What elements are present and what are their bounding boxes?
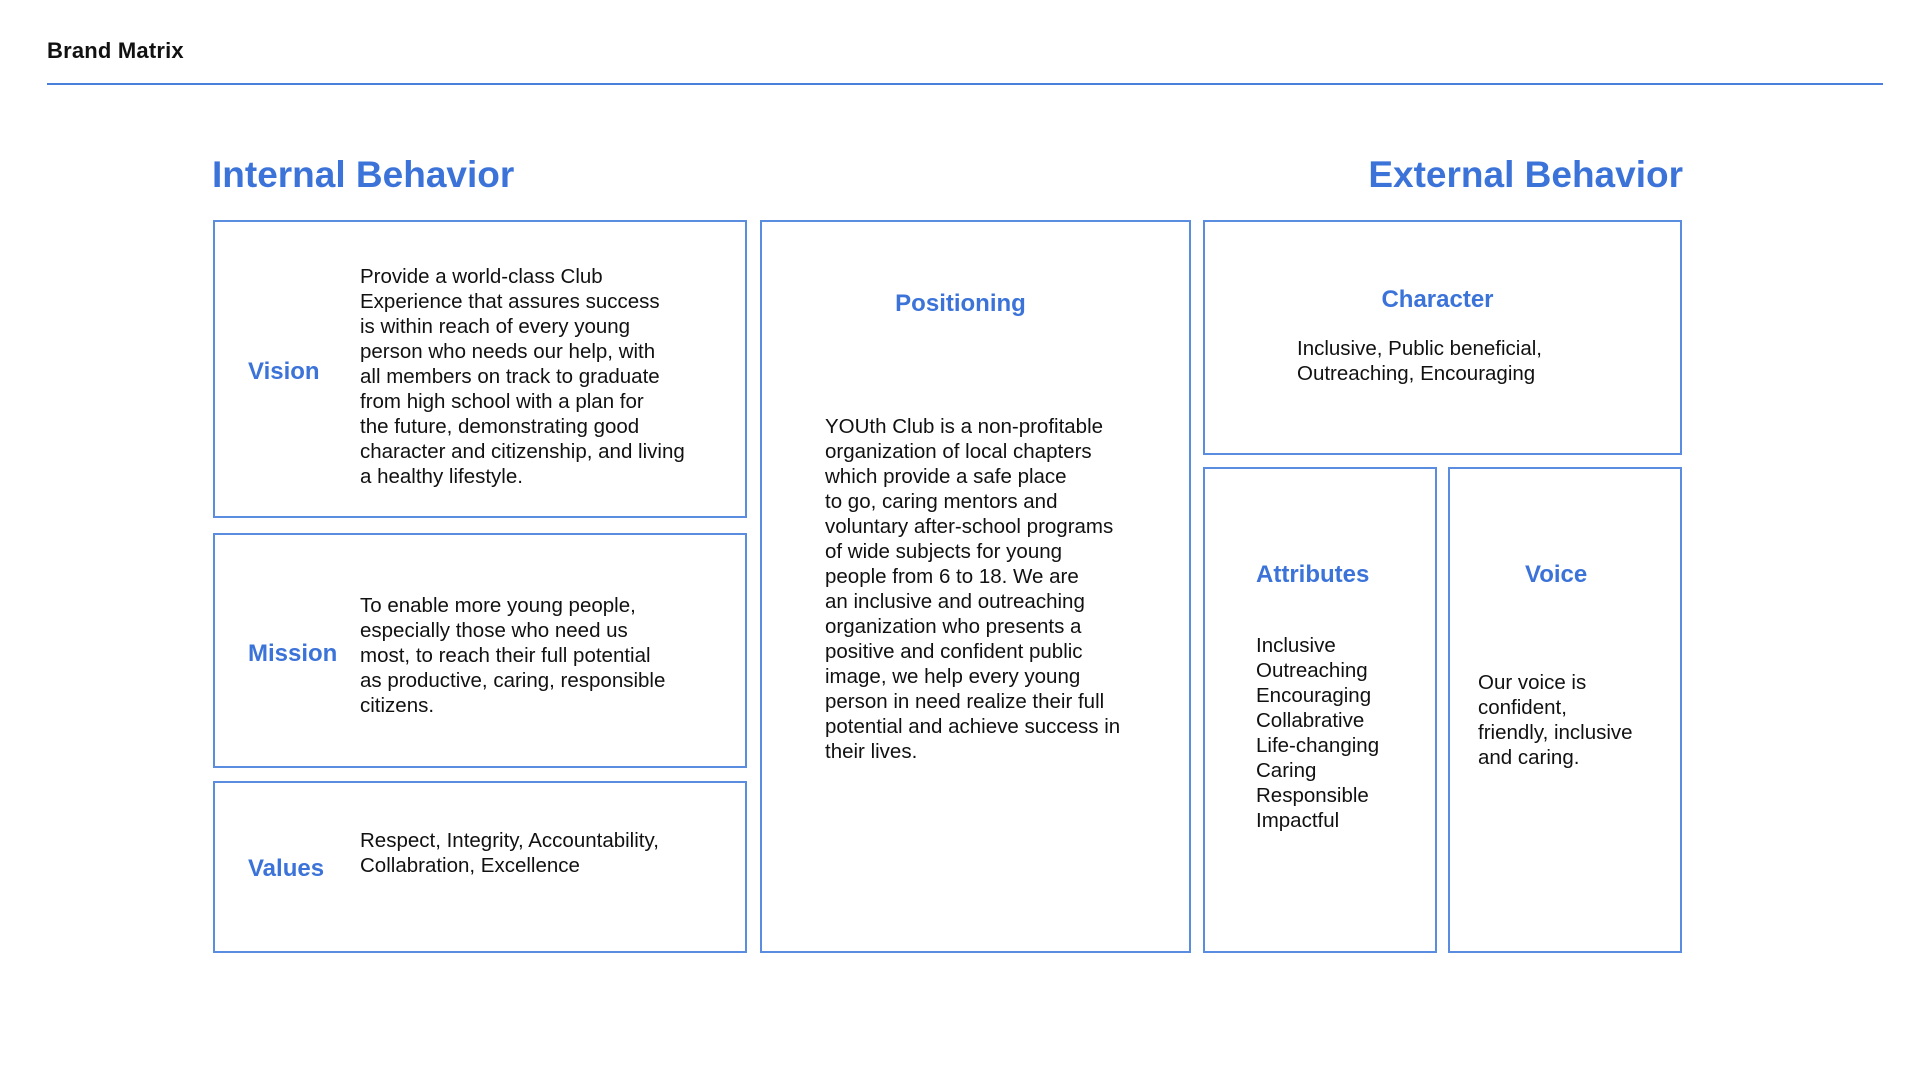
voice-card	[1448, 467, 1682, 953]
character-label: Character	[1381, 286, 1494, 313]
attributes-label: Attributes	[1256, 561, 1370, 588]
positioning-card	[760, 220, 1191, 953]
mission-card	[213, 533, 747, 768]
voice-label: Voice	[1525, 561, 1588, 588]
title-divider	[47, 83, 1883, 85]
vision-label: Vision	[248, 358, 320, 385]
mission-text: To enable more young people, especially those who need us most, to reach their full potential as productive, caring, responsible citizens.	[360, 594, 666, 717]
character-text: Inclusive, Public beneficial, Outreaching, Encouraging	[1297, 337, 1542, 385]
values-text: Respect, Integrity, Accountability, Collabration, Excellence	[360, 829, 659, 877]
values-card	[213, 781, 747, 953]
internal-behavior-heading: Internal Behavior	[212, 154, 515, 195]
character-card	[1203, 220, 1682, 455]
attributes-list: Inclusive Outreaching Encouraging Collabrative Life-changing Caring Responsible Impactful	[1256, 634, 1380, 832]
positioning-text: YOUth Club is a non-profitable organization of local chapters which provide a safe place to go, caring mentors and voluntary after-school programs of wide subjects for young people from 6 to 18. We are an inclusive and outreaching organization who presents a positive and confident public image, we help every young person in need realize their full potential and achieve success in their lives.	[825, 415, 1121, 763]
mission-label: Mission	[248, 640, 338, 667]
voice-text: Our voice is confident, friendly, inclusive and caring.	[1478, 671, 1633, 769]
page-title: Brand Matrix	[47, 38, 184, 63]
external-behavior-heading: External Behavior	[1368, 154, 1683, 195]
vision-text: Provide a world-class Club Experience that assures success is within reach of every young person who needs our help, with all members on track to graduate from high school with a plan for the future, demonstrating good character and citizenship, and living a healthy lifestyle.	[360, 265, 685, 488]
attributes-card	[1203, 467, 1437, 953]
vision-card	[213, 220, 747, 518]
positioning-label: Positioning	[895, 290, 1026, 317]
values-label: Values	[248, 855, 325, 882]
